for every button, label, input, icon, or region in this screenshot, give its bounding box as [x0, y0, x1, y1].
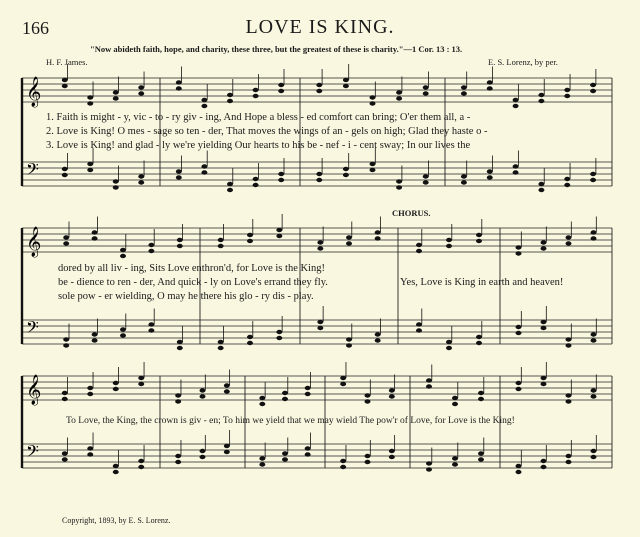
- bass-note: [177, 346, 183, 350]
- treble-note: [63, 235, 69, 239]
- treble-note: [591, 236, 597, 240]
- treble-note: [63, 241, 69, 245]
- bass-note: [591, 338, 597, 342]
- treble-note: [120, 254, 126, 258]
- treble-note: [305, 392, 311, 396]
- treble-note: [227, 99, 233, 103]
- treble-note: [227, 93, 233, 97]
- treble-note: [282, 397, 288, 401]
- bass-note: [389, 449, 395, 453]
- treble-note: [446, 244, 452, 248]
- treble-note: [346, 241, 352, 245]
- bass-note: [253, 183, 259, 187]
- treble-note: [566, 393, 572, 397]
- treble-note: [87, 95, 93, 99]
- treble-note: [389, 388, 395, 392]
- bass-note: [218, 346, 224, 350]
- bass-note: [590, 172, 596, 176]
- treble-note: [317, 246, 323, 250]
- bass-note: [423, 174, 429, 178]
- hymn-title: LOVE IS KING.: [245, 16, 395, 38]
- bass-note: [276, 330, 282, 334]
- bass-note: [62, 167, 68, 171]
- treble-note: [138, 91, 144, 95]
- lyricist-credit: H. F. James.: [46, 57, 88, 67]
- bass-note: [317, 320, 323, 324]
- bass-note: [87, 452, 93, 456]
- treble-note: [346, 235, 352, 239]
- bass-note: [317, 326, 323, 330]
- treble-note: [138, 376, 144, 380]
- treble-note: [389, 394, 395, 398]
- bass-note: [200, 449, 206, 453]
- treble-note: [566, 235, 572, 239]
- treble-note: [396, 90, 402, 94]
- bass-note: [478, 451, 484, 455]
- bass-note: [541, 465, 547, 469]
- treble-note: [365, 393, 371, 397]
- treble-note: [370, 101, 376, 105]
- treble-note: [365, 399, 371, 403]
- bass-note: [247, 341, 253, 345]
- treble-note: [201, 98, 207, 102]
- treble-note: [426, 384, 432, 388]
- treble-note: [478, 391, 484, 395]
- treble-note: [541, 376, 547, 380]
- treble-note: [513, 104, 519, 108]
- bass-note: [513, 164, 519, 168]
- treble-note: [538, 99, 544, 103]
- bass-note: [365, 454, 371, 458]
- treble-note: [487, 80, 493, 84]
- treble-note: [62, 78, 68, 82]
- bass-note: [396, 185, 402, 189]
- bass-note: [176, 169, 182, 173]
- bass-note: [461, 180, 467, 184]
- treble-note: [282, 391, 288, 395]
- bass-note: [175, 460, 181, 464]
- bass-note: [340, 465, 346, 469]
- treble-note: [62, 397, 68, 401]
- bass-note: [416, 322, 422, 326]
- treble-note: [259, 396, 265, 400]
- bass-note: [516, 470, 522, 474]
- bass-note: [278, 178, 284, 182]
- treble-note: [452, 402, 458, 406]
- treble-note: [138, 85, 144, 89]
- bass-note: [538, 182, 544, 186]
- treble-note: [566, 241, 572, 245]
- treble-note: [452, 396, 458, 400]
- bass-note: [113, 470, 119, 474]
- treble-note: [476, 233, 482, 237]
- treble-note: [138, 382, 144, 386]
- bass-note: [340, 459, 346, 463]
- bass-note: [227, 182, 233, 186]
- treble-note: [564, 94, 570, 98]
- treble-note: [461, 85, 467, 89]
- bass-note: [365, 460, 371, 464]
- chorus-label: CHORUS.: [392, 208, 431, 218]
- bass-note: [63, 343, 69, 347]
- treble-note: [113, 96, 119, 100]
- treble-note: [566, 399, 572, 403]
- bass-note: [201, 164, 207, 168]
- bass-clef: 𝄢: [26, 159, 39, 183]
- bass-note: [566, 460, 572, 464]
- treble-note: [316, 89, 322, 93]
- bass-note: [452, 456, 458, 460]
- treble-note: [148, 243, 154, 247]
- bass-note: [591, 449, 597, 453]
- bass-note: [370, 162, 376, 166]
- bass-note: [452, 462, 458, 466]
- treble-note: [541, 240, 547, 244]
- bass-note: [461, 174, 467, 178]
- treble-note: [247, 233, 253, 237]
- bass-note: [259, 456, 265, 460]
- treble-note: [218, 238, 224, 242]
- treble-note: [513, 98, 519, 102]
- bass-note: [63, 337, 69, 341]
- bass-note: [227, 188, 233, 192]
- treble-note: [87, 386, 93, 390]
- bass-note: [276, 336, 282, 340]
- treble-note: [476, 239, 482, 243]
- treble-note: [375, 230, 381, 234]
- bass-note: [538, 188, 544, 192]
- treble-note: [591, 394, 597, 398]
- bass-note: [375, 332, 381, 336]
- bass-note: [476, 341, 482, 345]
- bass-note: [138, 174, 144, 178]
- bass-note: [478, 457, 484, 461]
- treble-note: [200, 394, 206, 398]
- treble-note: [113, 387, 119, 391]
- bass-note: [200, 455, 206, 459]
- bass-note: [566, 454, 572, 458]
- bass-note: [346, 337, 352, 341]
- treble-note: [120, 248, 126, 252]
- treble-note: [224, 389, 230, 393]
- treble-note: [478, 397, 484, 401]
- bass-note: [396, 179, 402, 183]
- bass-note: [92, 338, 98, 342]
- bass-note: [176, 175, 182, 179]
- treble-note: [591, 388, 597, 392]
- bass-note: [343, 173, 349, 177]
- treble-note: [175, 399, 181, 403]
- treble-note: [201, 104, 207, 108]
- bass-note: [487, 175, 493, 179]
- bass-note: [62, 457, 68, 461]
- treble-note: [259, 402, 265, 406]
- treble-note: [113, 381, 119, 385]
- treble-note: [92, 230, 98, 234]
- bass-note: [148, 322, 154, 326]
- system1-verse3-lyric: 3. Love is King! and glad - ly we're yielding Our hearts to his be - nef - i - cent sway; In our lives the: [46, 140, 471, 151]
- system2-verse1-lyric: dored by all liv - ing, Sits Love enthron'd, for Love is the King!: [58, 263, 325, 274]
- bass-note: [416, 328, 422, 332]
- bass-note: [541, 326, 547, 330]
- treble-note: [423, 91, 429, 95]
- treble-note: [343, 84, 349, 88]
- treble-note: [516, 387, 522, 391]
- treble-note: [200, 388, 206, 392]
- bass-note: [343, 167, 349, 171]
- bass-note: [278, 172, 284, 176]
- treble-note: [175, 393, 181, 397]
- treble-note: [305, 386, 311, 390]
- bass-note: [120, 327, 126, 331]
- treble-clef: 𝄞: [26, 77, 42, 107]
- treble-note: [516, 381, 522, 385]
- bass-note: [541, 459, 547, 463]
- treble-note: [564, 88, 570, 92]
- composer-credit: E. S. Lorenz, by per.: [488, 57, 558, 67]
- bass-note: [446, 340, 452, 344]
- system3-lyric: To Love, the King, the crown is giv - en; To him we yield that we may wield The pow'r of Love, for Love is the King!: [66, 416, 515, 426]
- bass-note: [87, 446, 93, 450]
- bass-note: [564, 183, 570, 187]
- bass-note: [487, 169, 493, 173]
- treble-note: [375, 236, 381, 240]
- treble-note: [276, 234, 282, 238]
- bass-note: [316, 178, 322, 182]
- treble-note: [426, 378, 432, 382]
- treble-note: [538, 93, 544, 97]
- bass-note: [426, 461, 432, 465]
- treble-note: [87, 101, 93, 105]
- chorus-lyric: Yes, Love is King in earth and heaven!: [400, 277, 564, 288]
- bass-note: [92, 332, 98, 336]
- treble-note: [247, 239, 253, 243]
- bass-note: [590, 178, 596, 182]
- bass-note: [305, 452, 311, 456]
- bass-clef: 𝄢: [26, 441, 39, 465]
- bass-note: [224, 444, 230, 448]
- bass-note: [426, 467, 432, 471]
- bass-note: [564, 177, 570, 181]
- treble-note: [177, 238, 183, 242]
- bass-note: [218, 340, 224, 344]
- treble-note: [224, 383, 230, 387]
- treble-note: [253, 88, 259, 92]
- treble-note: [516, 245, 522, 249]
- page-number: 166: [22, 18, 49, 38]
- treble-note: [487, 86, 493, 90]
- bass-note: [113, 179, 119, 183]
- bass-note: [247, 335, 253, 339]
- bass-note: [389, 455, 395, 459]
- treble-note: [416, 243, 422, 247]
- treble-note: [461, 91, 467, 95]
- bass-note: [316, 172, 322, 176]
- bass-note: [591, 332, 597, 336]
- treble-note: [176, 86, 182, 90]
- bass-note: [87, 162, 93, 166]
- treble-note: [177, 244, 183, 248]
- treble-note: [591, 230, 597, 234]
- bass-clef: 𝄢: [26, 317, 39, 341]
- treble-clef: 𝄞: [26, 227, 42, 257]
- bass-note: [566, 343, 572, 347]
- system1-verse2-lyric: 2. Love is King! O mes - sage so ten - der, That moves the wings of an - gels on high; Glad they haste o -: [46, 126, 488, 137]
- bass-note: [566, 337, 572, 341]
- treble-note: [278, 83, 284, 87]
- system2-verse2-lyric: be - dience to ren - der, And quick - ly on Love's errand they fly.: [58, 277, 328, 288]
- treble-note: [396, 96, 402, 100]
- bass-note: [423, 180, 429, 184]
- bass-note: [62, 451, 68, 455]
- system2-verse3-lyric: sole pow - er wielding, O may he there his glo - ry dis - play.: [58, 291, 314, 302]
- bass-note: [541, 320, 547, 324]
- treble-note: [316, 83, 322, 87]
- treble-note: [343, 78, 349, 82]
- bass-note: [370, 168, 376, 172]
- system1-verse1-lyric: 1. Faith is might - y, vic - to - ry giv - ing, And Hope a bless - ed comfort can bring; O'er them all, a -: [46, 112, 471, 123]
- bass-note: [259, 462, 265, 466]
- treble-note: [590, 89, 596, 93]
- treble-note: [340, 382, 346, 386]
- bass-note: [305, 446, 311, 450]
- bass-note: [282, 457, 288, 461]
- bass-note: [446, 346, 452, 350]
- treble-note: [541, 246, 547, 250]
- bass-note: [148, 328, 154, 332]
- bass-note: [138, 465, 144, 469]
- treble-note: [148, 249, 154, 253]
- treble-note: [87, 392, 93, 396]
- treble-note: [541, 382, 547, 386]
- treble-clef: 𝄞: [26, 375, 42, 405]
- bass-note: [375, 338, 381, 342]
- bass-note: [346, 343, 352, 347]
- bass-note: [516, 331, 522, 335]
- treble-note: [423, 85, 429, 89]
- bass-note: [113, 185, 119, 189]
- treble-note: [113, 90, 119, 94]
- treble-note: [176, 80, 182, 84]
- copyright-notice: Copyright, 1893, by E. S. Lorenz.: [62, 516, 171, 525]
- bass-note: [516, 464, 522, 468]
- treble-note: [340, 376, 346, 380]
- treble-note: [590, 83, 596, 87]
- bass-note: [62, 173, 68, 177]
- treble-note: [218, 244, 224, 248]
- treble-note: [317, 240, 323, 244]
- bass-note: [591, 455, 597, 459]
- bass-note: [476, 335, 482, 339]
- bass-note: [253, 177, 259, 181]
- treble-note: [92, 236, 98, 240]
- treble-note: [276, 228, 282, 232]
- bass-note: [516, 325, 522, 329]
- bass-note: [201, 170, 207, 174]
- bass-note: [120, 333, 126, 337]
- epigraph: "Now abideth faith, hope, and charity, these three, but the greatest of these is charity."—1 Cor. 13 : 13.: [90, 44, 463, 54]
- treble-note: [416, 249, 422, 253]
- bass-note: [175, 454, 181, 458]
- bass-note: [224, 450, 230, 454]
- bass-note: [138, 459, 144, 463]
- treble-note: [62, 84, 68, 88]
- bass-note: [87, 168, 93, 172]
- bass-note: [177, 340, 183, 344]
- bass-note: [138, 180, 144, 184]
- treble-note: [253, 94, 259, 98]
- bass-note: [513, 170, 519, 174]
- treble-note: [278, 89, 284, 93]
- treble-note: [516, 251, 522, 255]
- treble-note: [62, 391, 68, 395]
- treble-note: [370, 95, 376, 99]
- treble-note: [446, 238, 452, 242]
- bass-note: [113, 464, 119, 468]
- bass-note: [282, 451, 288, 455]
